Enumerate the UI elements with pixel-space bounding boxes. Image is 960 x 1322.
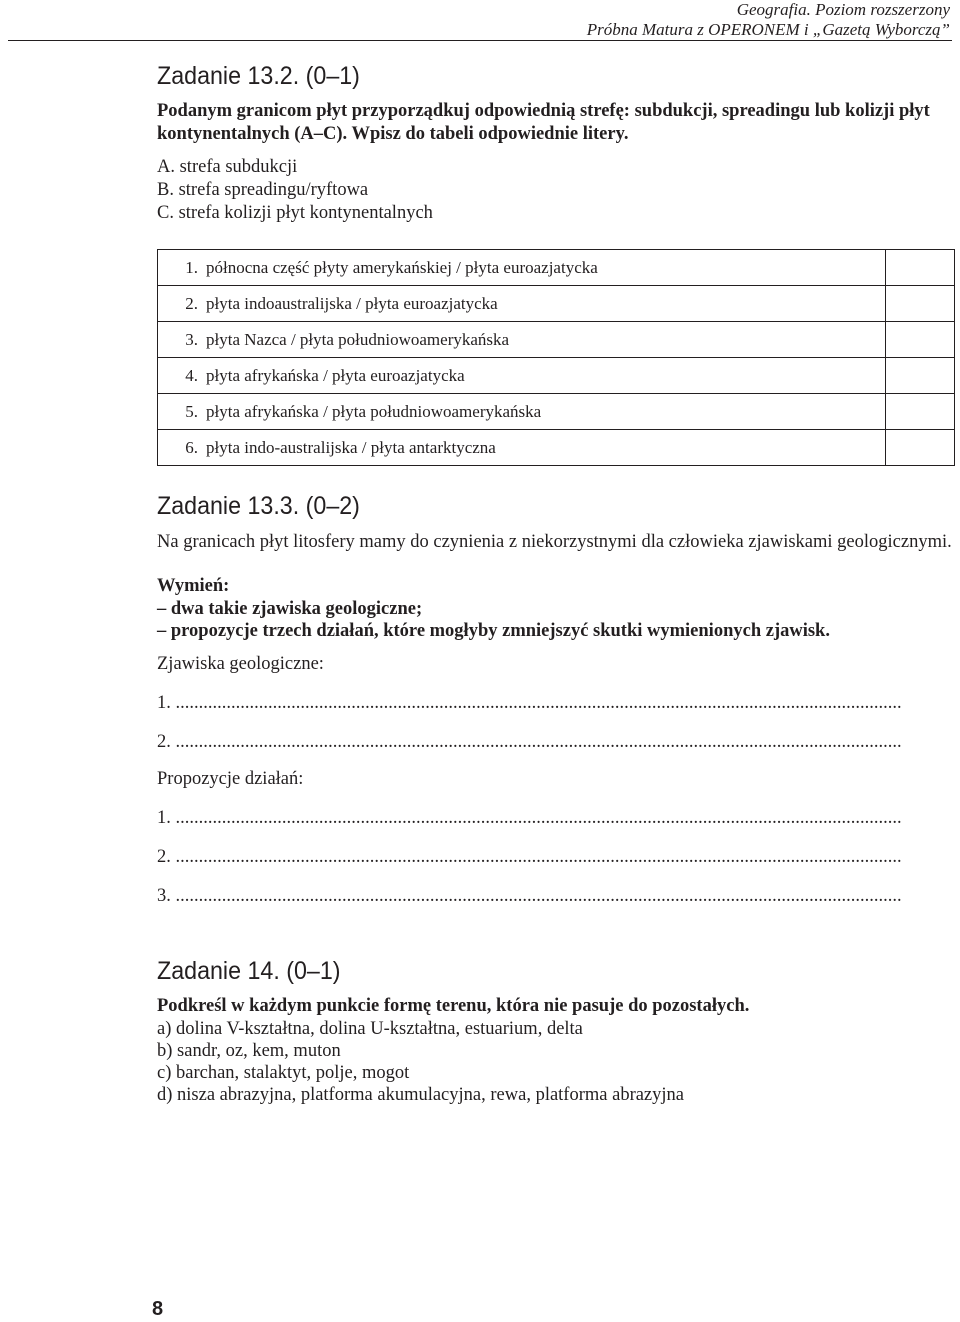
- task-13-3-bullet-1: – dwa takie zjawiska geologiczne;: [157, 599, 423, 619]
- actions-label: Propozycje działań:: [157, 769, 304, 789]
- task-14-item-c[interactable]: c) barchan, stalaktyt, polje, mogot: [157, 1063, 410, 1083]
- task-14-item-b[interactable]: b) sandr, oz, kem, muton: [157, 1041, 341, 1061]
- task-13-2-title: Zadanie 13.2. (0–1): [157, 62, 360, 90]
- phenomena-answer-line-1[interactable]: 1. .............................................................................................................................................................: [157, 693, 902, 713]
- answer-cell[interactable]: [886, 322, 955, 358]
- page-header: [587, 0, 950, 40]
- header-exam-name: Próbna Matura z OPERONEM i „Gazetą Wyborczą”: [586, 20, 950, 39]
- actions-answer-line-1[interactable]: 1. .............................................................................................................................................................: [157, 808, 902, 828]
- table-row: [158, 250, 955, 286]
- row-text: płyta indo-australijska / płyta antarktyczna: [206, 430, 886, 466]
- row-number: 2.: [158, 286, 207, 322]
- answer-table: [157, 249, 955, 466]
- table-row: [158, 358, 955, 394]
- table-row: [158, 430, 955, 466]
- task-13-2-instruction: Podanym granicom płyt przyporządkuj odpowiednią strefę: subdukcji, spreadingu lub kolizji płyt kontynentalnych (A–C). Wpisz do tabeli odpowiednie litery.: [157, 101, 930, 144]
- answer-cell[interactable]: [886, 394, 955, 430]
- task-13-3-title: Zadanie 13.3. (0–2): [157, 492, 360, 520]
- header-divider: [8, 40, 952, 41]
- option-b: B. strefa spreadingu/ryftowa: [157, 180, 369, 200]
- actions-answer-line-2[interactable]: 2. .............................................................................................................................................................: [157, 847, 902, 867]
- row-text: północna część płyty amerykańskiej / płyta euroazjatycka: [206, 250, 886, 286]
- page-number: 8: [152, 1298, 164, 1320]
- phenomena-label: Zjawiska geologiczne:: [157, 654, 324, 674]
- table-row: [158, 394, 955, 430]
- row-number: 1.: [158, 250, 207, 286]
- task-14-instruction: Podkreśl w każdym punkcie formę terenu, która nie pasuje do pozostałych.: [157, 996, 750, 1016]
- header-subject: Geografia. Poziom rozszerzony: [736, 0, 950, 19]
- task-14-item-a[interactable]: a) dolina V-kształtna, dolina U-kształtna, estuarium, delta: [157, 1019, 583, 1039]
- answer-cell[interactable]: [886, 250, 955, 286]
- table-row: [158, 322, 955, 358]
- row-text: płyta afrykańska / płyta euroazjatycka: [206, 358, 886, 394]
- row-number: 4.: [158, 358, 207, 394]
- actions-answer-line-3[interactable]: 3. .............................................................................................................................................................: [157, 886, 902, 906]
- answer-cell[interactable]: [886, 286, 955, 322]
- task-13-3-bullet-2: – propozycje trzech działań, które mogłyby zmniejszyć skutki wymienionych zjawisk.: [157, 621, 830, 641]
- task-14-item-d[interactable]: d) nisza abrazyjna, platforma akumulacyjna, rewa, platforma abrazyjna: [157, 1085, 684, 1105]
- task-13-3-command: Wymień:: [157, 576, 230, 596]
- table-row: [158, 286, 955, 322]
- answer-cell[interactable]: [886, 358, 955, 394]
- task-14-title: Zadanie 14. (0–1): [157, 957, 341, 985]
- phenomena-answer-line-2[interactable]: 2. .............................................................................................................................................................: [157, 732, 902, 752]
- row-number: 5.: [158, 394, 207, 430]
- answer-cell[interactable]: [886, 430, 955, 466]
- option-c: C. strefa kolizji płyt kontynentalnych: [157, 203, 433, 223]
- row-text: płyta indoaustralijska / płyta euroazjatycka: [206, 286, 886, 322]
- task-13-3-intro: Na granicach płyt litosfery mamy do czynienia z niekorzystnymi dla człowieka zjawiskami geologicznymi.: [157, 532, 952, 552]
- row-number: 6.: [158, 430, 207, 466]
- row-text: płyta afrykańska / płyta południowoamerykańska: [206, 394, 886, 430]
- option-a: A. strefa subdukcji: [157, 157, 298, 177]
- row-number: 3.: [158, 322, 207, 358]
- row-text: płyta Nazca / płyta południowoamerykańska: [206, 322, 886, 358]
